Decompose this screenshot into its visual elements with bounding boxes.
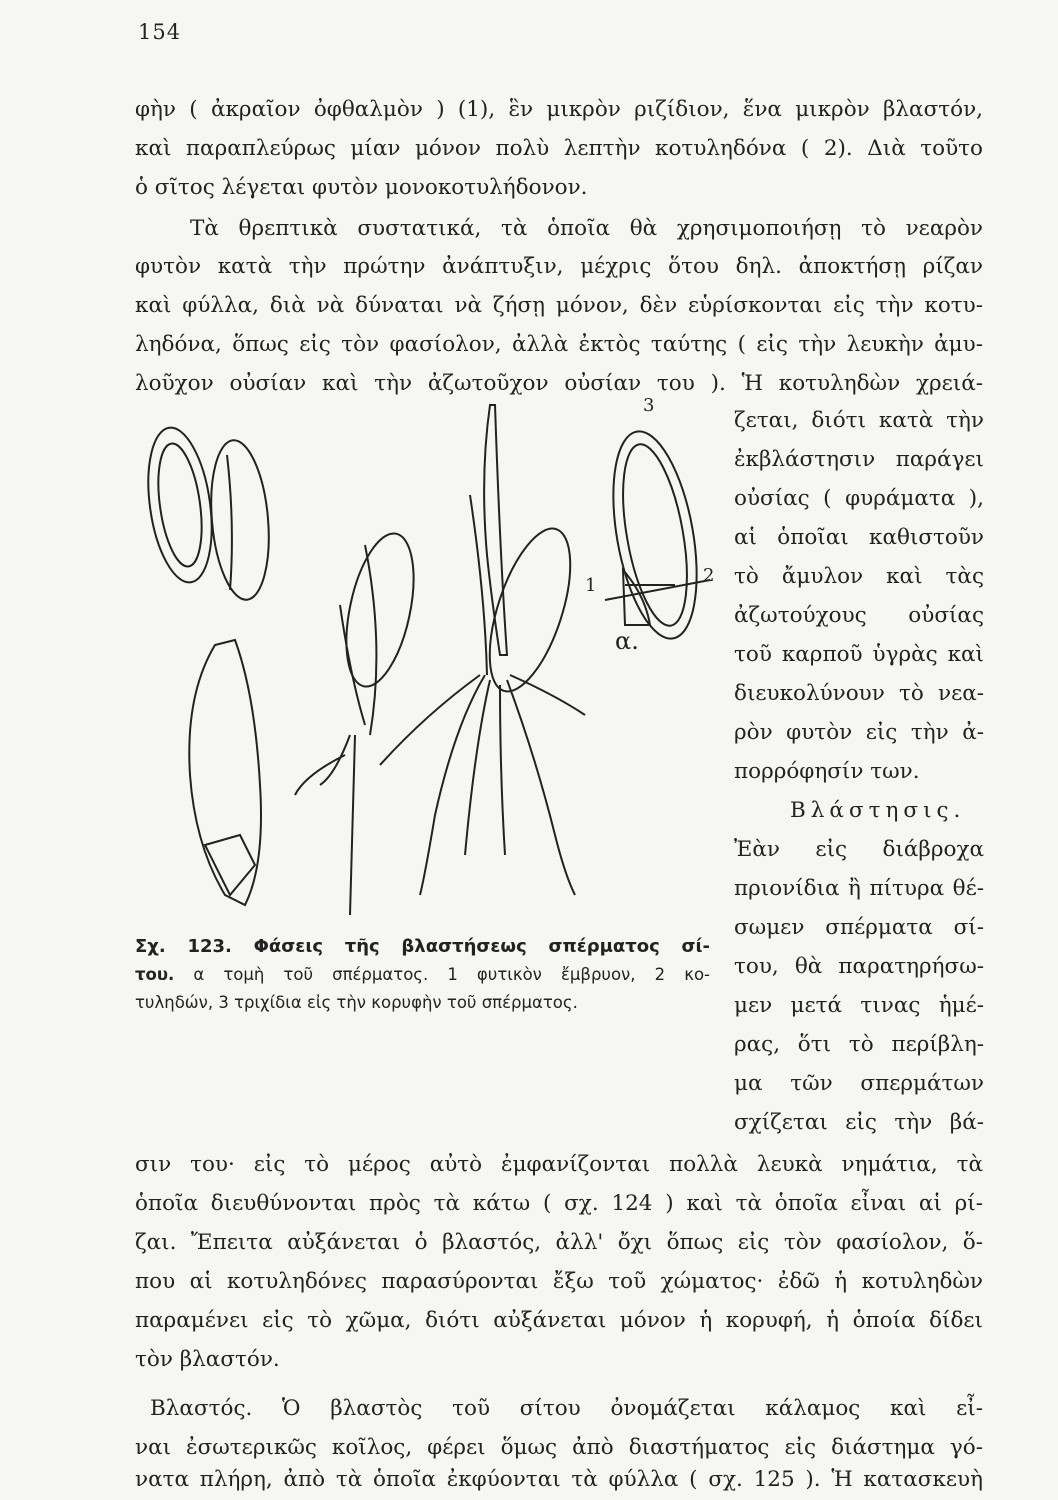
column-line: ἀζωτούχους οὐσίας [734, 603, 984, 628]
column-line: ἐκβλάστησιν παράγει [734, 447, 984, 472]
text-line: τὸν βλαστόν. [135, 1347, 280, 1372]
text-line: καὶ παραπλεύρως μίαν μόνον πολὺ λεπτὴν κοτυληδόνα ( 2). Διὰ τοῦτο [135, 136, 983, 161]
text-line: σιν του· εἰς τὸ μέρος αὐτὸ ἐμφανίζονται πολλὰ λευκὰ νημάτια, τὰ [135, 1152, 983, 1177]
section-heading-blastos: Βλαστός. Ὁ βλαστὸς τοῦ σίτου ὀνομάζεται κάλαμος καὶ εἶ- [150, 1396, 983, 1421]
text-line: ζαι. Ἔπειτα αὐξάνεται ὁ βλαστός, ἀλλ' ὄχι ὅπως εἰς τὸν φασίολον, ὅ- [135, 1230, 983, 1255]
text-line: Τὰ θρεπτικὰ συστατικά, τὰ ὁποῖα θὰ χρησιμοποιήσῃ τὸ νεαρὸν [190, 216, 983, 241]
text-line: ὁ σῖτος λέγεται φυτὸν μονοκοτυλήδονον. [135, 175, 588, 200]
text-line: ὁποῖα διευθύνονται πρὸς τὰ κάτω ( σχ. 124 ) καὶ τὰ ὁποῖα εἶναι αἱ ρί- [135, 1191, 983, 1216]
figure-caption-line [135, 963, 710, 987]
figure-caption-line: τυληδών, 3 τριχίδια εἰς τὴν κορυφὴν τοῦ σπέρματος. [135, 993, 578, 1012]
section-heading-blastisis: Βλάστησις. [790, 798, 966, 823]
column-line: μα τῶν σπερμάτων [734, 1071, 984, 1096]
column-line: αἱ ὁποῖαι καθιστοῦν [734, 525, 984, 550]
figure-caption-line [135, 935, 710, 959]
column-line: ρὸν φυτὸν εἰς τὴν ἀ- [734, 720, 984, 745]
column-line: τὸ ἄμυλον καὶ τὰς [734, 564, 984, 589]
text-line: ληδόνα, ὅπως εἰς τὸν φασίολον, ἀλλὰ ἐκτὸς ταύτης ( εἰς τὴν λευκὴν ἀμυ- [135, 332, 983, 357]
column-line: διευκολύνουν τὸ νεα- [734, 681, 984, 706]
column-line: πριονίδια ἢ πίτυρα θέ- [734, 876, 984, 901]
text-line: που αἱ κοτυληδόνες παρασύρονται ἔξω τοῦ χώματος· ἐδῶ ἡ κοτυληδὼν [135, 1269, 983, 1294]
text-line: νατα πλήρη, ἀπὸ τὰ ὁποῖα ἐκφύονται τὰ φύλλα ( σχ. 125 ). Ἡ κατασκευὴ [135, 1467, 983, 1492]
column-line: Ἐὰν εἰς διάβροχα [734, 837, 984, 862]
seed-germination-figure [135, 395, 725, 930]
text-line: φὴν ( ἀκραῖον ὀφθαλμὸν ) (1), ἓν μικρὸν ριζίδιον, ἕνα μικρὸν βλαστόν, [135, 97, 983, 122]
column-line: οὐσίας ( φυράματα ), [734, 486, 984, 511]
page-number: 154 [138, 20, 182, 44]
figure-label-2: 2 [703, 565, 715, 586]
column-line: μεν μετά τινας ἡμέ- [734, 993, 984, 1018]
figure-label-a: α. [615, 627, 639, 655]
column-line: ζεται, διότι κατὰ τὴν [734, 408, 984, 433]
figure-caption-title: Σχ. 123. Φάσεις τῆς βλαστήσεως σπέρματος σί- [135, 936, 710, 957]
text-line: φυτὸν κατὰ τὴν πρώτην ἀνάπτυξιν, μέχρις ὅτου δηλ. ἀποκτήσῃ ρίζαν [135, 254, 983, 279]
column-line: ρας, ὅτι τὸ περίβλη- [734, 1032, 984, 1057]
column-line: σωμεν σπέρματα σί- [734, 915, 984, 940]
text-line: ναι ἐσωτερικῶς κοῖλος, φέρει ὅμως ἀπὸ διαστήματος εἰς διάστημα γό- [135, 1435, 983, 1460]
column-line: τοῦ καρποῦ ὑγρὰς καὶ [734, 642, 984, 667]
figure-caption-text: α τομὴ τοῦ σπέρματος. 1 φυτικὸν ἔμβρυον, 2 κο- [174, 965, 710, 984]
text-line: παραμένει εἰς τὸ χῶμα, διότι αὐξάνεται μόνον ἡ κορυφή, ἡ ὁποία δίδει [135, 1308, 983, 1333]
column-line: σχίζεται εἰς τὴν βά- [734, 1110, 984, 1135]
column-line: πορρόφησίν των. [734, 759, 920, 784]
text-line: καὶ φύλλα, διὰ νὰ δύναται νὰ ζήσῃ μόνον, δὲν εὑρίσκονται εἰς τὴν κοτυ- [135, 293, 983, 318]
column-line: του, θὰ παρατηρήσω- [734, 954, 984, 979]
text-line: λοῦχον οὐσίαν καὶ τὴν ἀζωτοῦχον οὐσίαν του ). Ἡ κοτυληδὼν χρειά- [135, 371, 983, 396]
figure-label-3: 3 [643, 395, 655, 416]
figure-caption-title-end: του. [135, 965, 175, 984]
figure-label-1: 1 [585, 575, 597, 596]
seed-germination-drawing [135, 395, 725, 930]
